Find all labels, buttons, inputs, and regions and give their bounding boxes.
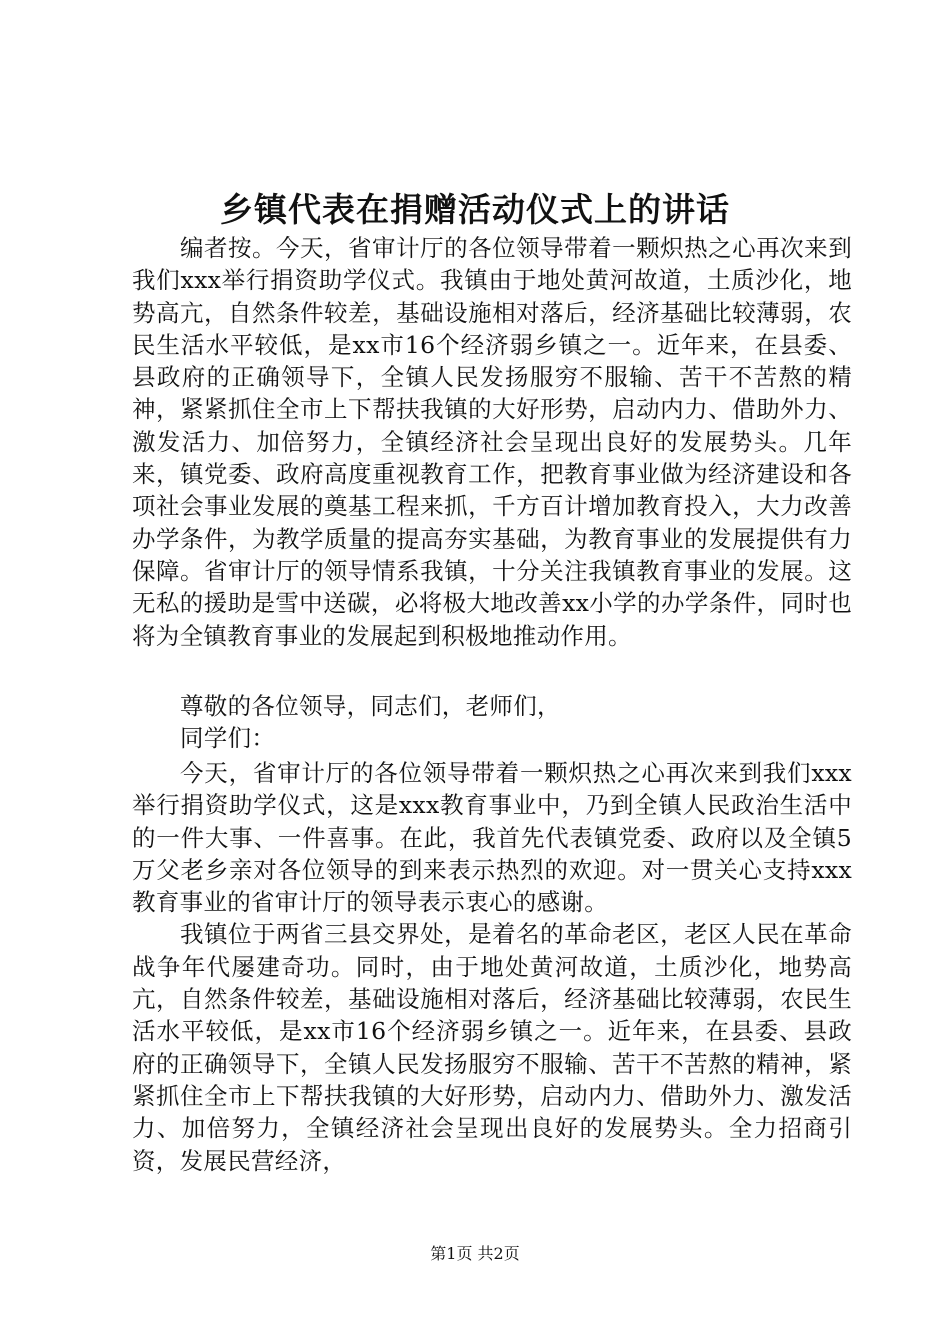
speech-body <box>132 757 852 1177</box>
speech-paragraph-2: 我镇位于两省三县交界处，是着名的革命老区，老区人民在革命战争年代屡建奇功。同时，由于地处黄河故道，土质沙化，地势高亢，自然条件较差，基础设施相对落后，经济基础比较薄弱，农民生活水平较低，是xx市16个经济弱乡镇之一。近年来，在县委、县政府的正确领导下，全镇人民发扬服穷不服输、苦干不苦熬的精神，紧紧抓住全市上下帮扶我镇的大好形势，启动内力、借助外力、激发活力、加倍努力，全镇经济社会呈现出良好的发展势头。全力招商引资，发展民营经济， <box>132 920 852 1175</box>
editor-note-paragraph: 编者按。今天，省审计厅的各位领导带着一颗炽热之心再次来到我们xxx举行捐资助学仪式。我镇由于地处黄河故道，土质沙化，地势高亢，自然条件较差，基础设施相对落后，经济基础比较薄弱，农民生活水平较低，是xx市16个经济弱乡镇之一。近年来，在县委、县政府的正确领导下，全镇人民发扬服穷不服输、苦干不苦熬的精神，紧紧抓住全市上下帮扶我镇的大好形势，启动内力、借助外力、激发活力、加倍努力，全镇经济社会呈现出良好的发展势头。几年来，镇党委、政府高度重视教育工作，把教育事业做为经济建设和各项社会事业发展的奠基工程来抓，千方百计增加教育投入，大力改善办学条件，为教学质量的提高夯实基础，为教育事业的发展提供有力保障。省审计厅的领导情系我镇，十分关注我镇教育事业的发展。这无私的援助是雪中送碳，必将极大地改善xx小学的办学条件，同时也将为全镇教育事业的发展起到积极地推动作用。 <box>132 234 852 650</box>
speech-paragraph-1: 今天，省审计厅的各位领导带着一颗炽热之心再次来到我们xxx举行捐资助学仪式，这是xxx教育事业中，乃到全镇人民政治生活中的一件大事、一件喜事。在此，我首先代表镇党委、政府以及全镇5万父老乡亲对各位领导的到来表示热烈的欢迎。对一贯关心支持xxx教育事业的省审计厅的领导表示衷心的感谢。 <box>132 759 852 917</box>
salutation-line-1: 尊敬的各位领导，同志们，老师们， <box>180 692 561 720</box>
document-title: 乡镇代表在捐赠活动仪式上的讲话 <box>220 190 730 229</box>
salutation-line-2: 同学们： <box>180 724 276 753</box>
editor-note-section <box>132 232 852 652</box>
page-number-footer: 第1页 共2页 <box>430 1244 520 1263</box>
salutation-section <box>132 690 852 755</box>
